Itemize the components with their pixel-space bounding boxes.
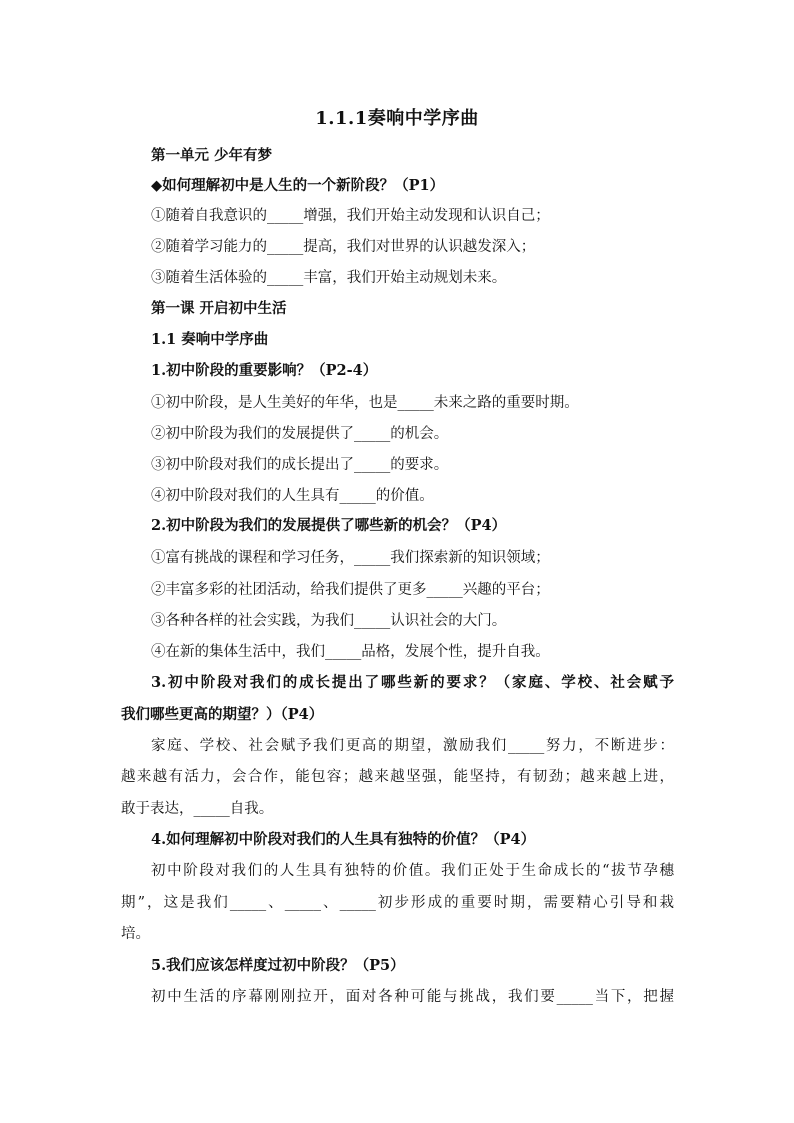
- question-heading: 4.如何理解初中阶段对我们的人生具有独特的价值？（P4）: [151, 831, 536, 848]
- paragraph-line: 家庭、学校、社会赋予我们更高的期望，激励我们_____努力，不断进步：: [151, 738, 674, 754]
- paragraph-line: 初中生活的序幕刚刚拉开，面对各种可能与挑战，我们要_____当下，把握: [151, 989, 674, 1005]
- answer-line: ①富有挑战的课程和学习任务，_____我们探索新的知识领域；: [151, 550, 550, 566]
- unit-heading: 第一单元 少年有梦: [151, 147, 273, 164]
- answer-line: ③随着生活体验的_____丰富，我们开始主动规划未来。: [151, 270, 507, 286]
- answer-line: ①随着自我意识的_____增强，我们开始主动发现和认识自己；: [151, 208, 550, 224]
- answer-line: ①初中阶段，是人生美好的年华，也是_____未来之路的重要时期。: [151, 395, 579, 411]
- paragraph-line: 培。: [121, 926, 150, 942]
- question-heading: ◆如何理解初中是人生的一个新阶段？（P1）: [151, 177, 445, 194]
- question-heading-continued: 我们哪些更高的期望？）（P4）: [121, 706, 324, 723]
- question-heading: 3.初中阶段对我们的成长提出了哪些新的要求？（家庭、学校、社会赋予: [151, 674, 674, 691]
- lesson-heading: 第一课 开启初中生活: [151, 300, 287, 317]
- page-title: 1.1.1奏响中学序曲: [315, 108, 479, 129]
- paragraph-line: 越来越有活力，会合作，能包容；越来越坚强，能坚持，有韧劲；越来越上进，: [121, 769, 674, 785]
- paragraph-line: 初中阶段对我们的人生具有独特的价值。我们正处于生命成长的“拔节孕穗: [151, 863, 674, 879]
- answer-line: ④初中阶段对我们的人生具有_____的价值。: [151, 488, 434, 504]
- answer-line: ②丰富多彩的社团活动，给我们提供了更多_____兴趣的平台；: [151, 582, 550, 598]
- answer-line: ④在新的集体生活中，我们_____品格，发展个性，提升自我。: [151, 644, 550, 660]
- answer-line: ③各种各样的社会实践，为我们_____认识社会的大门。: [151, 613, 507, 629]
- question-heading: 5.我们应该怎样度过初中阶段？（P5）: [151, 957, 405, 974]
- question-heading: 1.初中阶段的重要影响？（P2-4）: [151, 362, 378, 379]
- answer-line: ②初中阶段为我们的发展提供了_____的机会。: [151, 426, 449, 442]
- section-heading: 1.1 奏响中学序曲: [151, 331, 269, 348]
- paragraph-line: 敢于表达，_____自我。: [121, 801, 274, 817]
- answer-line: ②随着学习能力的_____提高，我们对世界的认识越发深入；: [151, 239, 536, 255]
- answer-line: ③初中阶段对我们的成长提出了_____的要求。: [151, 457, 449, 473]
- question-heading: 2.初中阶段为我们的发展提供了哪些新的机会？（P4）: [151, 517, 507, 534]
- paragraph-line: 期”，这是我们_____、_____、_____初步形成的重要时期，需要精心引导和栽: [121, 895, 674, 911]
